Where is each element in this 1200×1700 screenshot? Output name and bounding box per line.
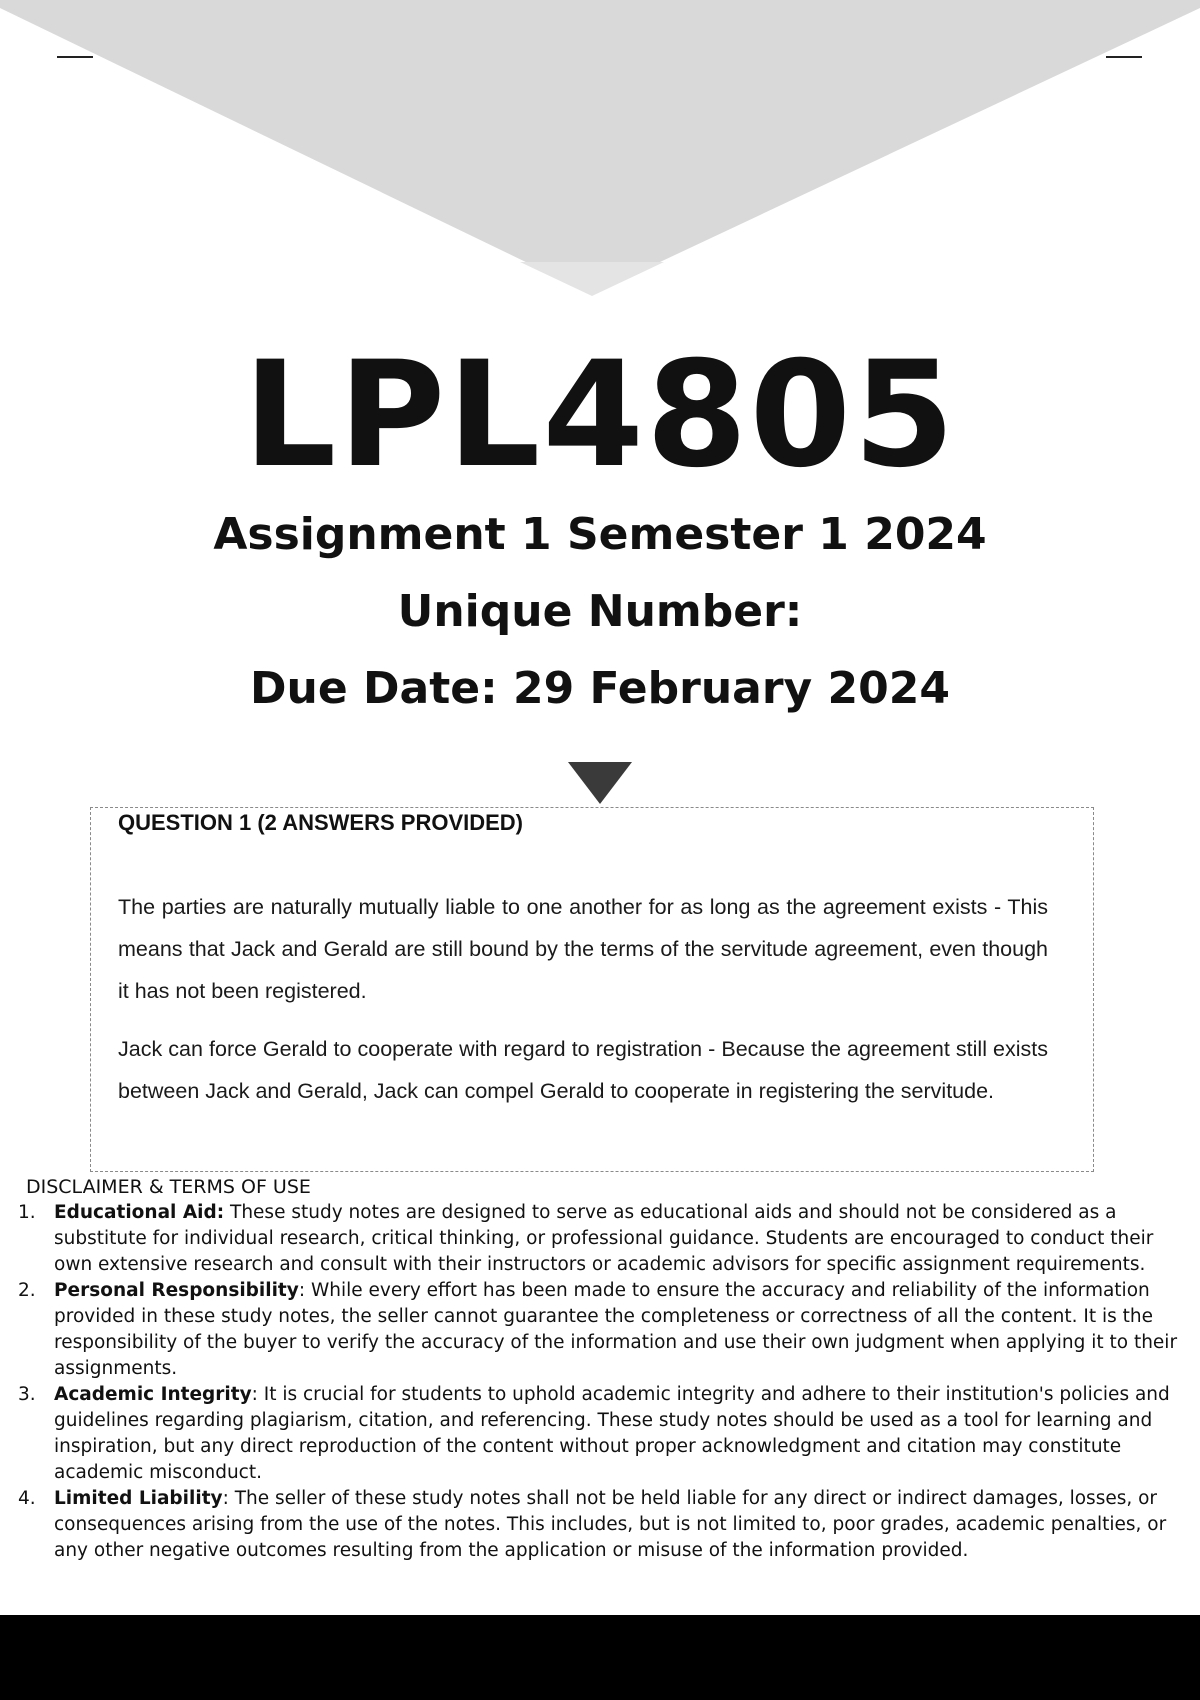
disclaimer-item-title: Academic Integrity <box>54 1384 252 1405</box>
answer-paragraph: The parties are naturally mutually liable to one another for as long as the agreement exists - This means that Jack and Gerald are still bound by the terms of the servitude agreement, even though it has not been registered. <box>118 895 1048 1003</box>
due-date: Due Date: 29 February 2024 <box>249 663 951 714</box>
disclaimer-item-title: Limited Liability <box>54 1488 223 1509</box>
disclaimer-item-text: : The seller of these study notes shall not be held liable for any direct or indirect damages, losses, or consequences arising from the use of the notes. This includes, but is not limited to, poor grades, academic penalties, or any other negative outcomes resulting from the application or misuse of the information provided. <box>54 1488 1167 1561</box>
disclaimer-heading: DISCLAIMER & TERMS OF USE <box>26 1176 311 1198</box>
disclaimer-item <box>0 1278 1200 1382</box>
disclaimer-item <box>0 1486 1200 1564</box>
header-chevron-banner <box>0 0 1200 300</box>
corner-rule-right <box>1106 56 1142 58</box>
disclaimer-item-title: Educational Aid: <box>54 1202 225 1223</box>
disclaimer-item-number: 1. <box>18 1202 36 1223</box>
course-code: LPL4805 <box>243 330 957 500</box>
disclaimer-item-number: 2. <box>18 1280 36 1301</box>
footer-bar <box>0 1615 1200 1700</box>
answer-paragraph: Jack can force Gerald to cooperate with regard to registration - Because the agreement still exists between Jack and Gerald, Jack can compel Gerald to cooperate in registering the servitude. <box>118 1037 1048 1103</box>
disclaimer-item-number: 3. <box>18 1384 36 1405</box>
triangle-down-icon <box>568 762 632 804</box>
disclaimer-item <box>0 1200 1200 1278</box>
corner-rule-left <box>57 56 93 58</box>
disclaimer-item-text: : While every effort has been made to ensure the accuracy and reliability of the information provided in these study notes, the seller cannot guarantee the completeness or correctness of all the content. It is the responsibility of the buyer to verify the accuracy of the information and use their own judgment when applying it to their assignments. <box>54 1280 1178 1379</box>
disclaimer-item-text: These study notes are designed to serve as educational aids and should not be considered as a substitute for individual research, critical thinking, or professional guidance. Students are encouraged to conduct their own extensive research and consult with their instructors or academic advisors for specific assignment requirements. <box>54 1202 1154 1275</box>
disclaimer-item-number: 4. <box>18 1488 36 1509</box>
unique-number-label: Unique Number: <box>397 586 803 637</box>
assignment-title: Assignment 1 Semester 1 2024 <box>213 509 987 560</box>
disclaimer-item <box>0 1382 1200 1486</box>
disclaimer-list <box>0 1200 1200 1564</box>
question-heading: QUESTION 1 (2 ANSWERS PROVIDED) <box>118 810 524 835</box>
disclaimer-item-title: Personal Responsibility <box>54 1280 299 1301</box>
disclaimer-item-text: : It is crucial for students to uphold academic integrity and adhere to their institution's policies and guidelines regarding plagiarism, citation, and referencing. These study notes should be used as a tool for learning and inspiration, but any direct reproduction of the content without proper acknowledgment and citation may constitute academic misconduct. <box>54 1384 1170 1483</box>
